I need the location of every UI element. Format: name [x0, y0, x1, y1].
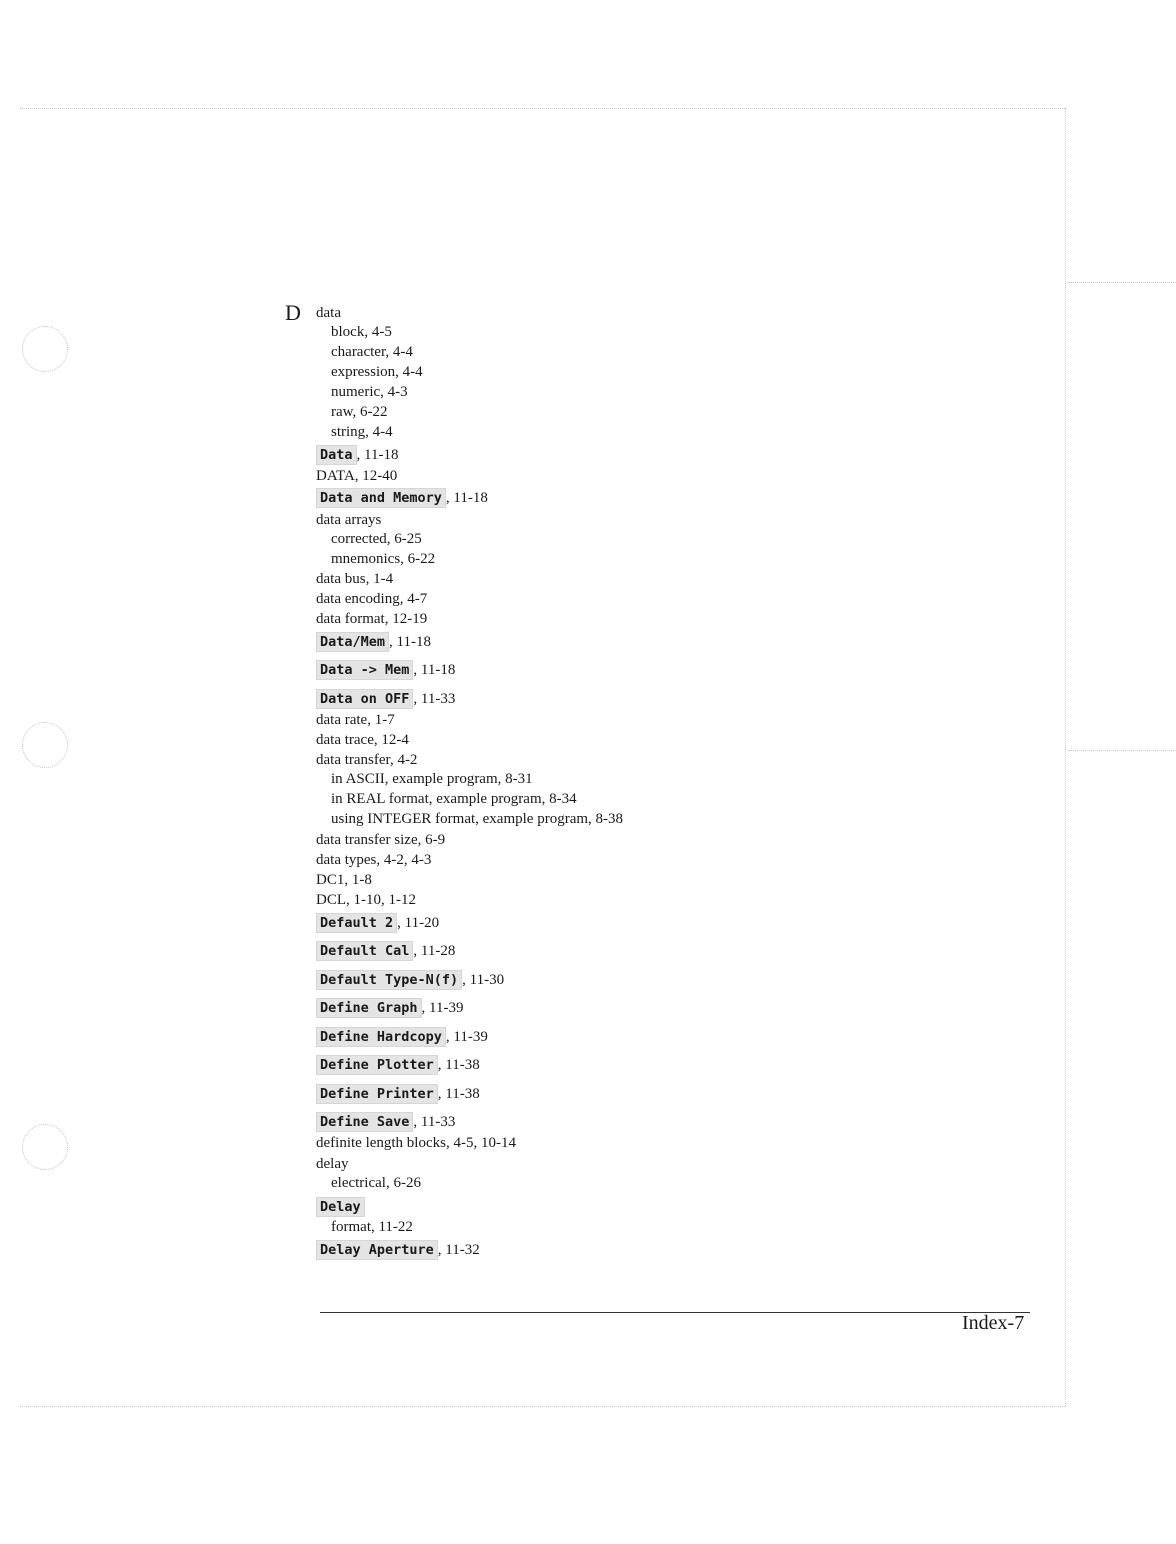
softkey-label: Define Hardcopy	[316, 1027, 446, 1047]
entry-text: string, 4-4	[331, 424, 393, 440]
entry-text: data	[316, 305, 341, 321]
entry-text: DC1, 1-8	[316, 872, 372, 888]
entry-text: , 11-20	[397, 915, 440, 931]
index-subentry	[331, 323, 392, 341]
softkey-label: Define Save	[316, 1112, 413, 1132]
index-entry	[316, 1056, 480, 1074]
entry-text: block, 4-5	[331, 324, 392, 340]
index-entry	[316, 633, 431, 651]
entry-text: , 11-30	[462, 972, 505, 988]
index-entry	[316, 1241, 480, 1259]
index-entry	[316, 511, 381, 529]
index-entry	[316, 891, 416, 909]
entry-text: DCL, 1-10, 1-12	[316, 892, 416, 908]
softkey-label: Data on OFF	[316, 689, 413, 709]
entry-text: in REAL format, example program, 8-34	[331, 791, 577, 807]
index-entry	[316, 304, 341, 322]
entry-text: data transfer size, 6-9	[316, 832, 446, 848]
index-entry	[316, 942, 455, 960]
index-entry	[316, 1155, 348, 1173]
index-entry	[316, 1134, 516, 1152]
index-entry	[316, 1028, 488, 1046]
tab-divider-bottom	[1068, 750, 1176, 751]
page-number: Index-7	[962, 1312, 1025, 1334]
index-entry	[316, 711, 395, 729]
entry-text: format, 11-22	[331, 1219, 413, 1235]
index-subentry	[331, 810, 623, 828]
index-entry	[316, 570, 393, 588]
entry-text: data format, 12-19	[316, 611, 428, 627]
page-bottom-edge	[20, 1406, 1065, 1407]
entry-text: data rate, 1-7	[316, 712, 395, 728]
index-entry	[316, 1113, 455, 1131]
page-top-edge	[20, 108, 1065, 109]
softkey-label: Define Plotter	[316, 1055, 438, 1075]
entry-text: data trace, 12-4	[316, 732, 409, 748]
entry-text: , 11-38	[437, 1057, 480, 1073]
index-entry	[316, 467, 397, 485]
entry-text: data encoding, 4-7	[316, 591, 428, 607]
index-entry	[316, 831, 445, 849]
softkey-label: Data -> Mem	[316, 660, 413, 680]
index-subentry	[331, 1218, 413, 1236]
tab-divider-top	[1068, 282, 1176, 283]
binder-hole-bottom	[22, 1124, 68, 1170]
entry-text: , 11-39	[445, 1029, 488, 1045]
binder-hole-top	[22, 326, 68, 372]
entry-text: delay	[316, 1156, 349, 1172]
index-entry	[316, 851, 431, 869]
entry-text: in ASCII, example program, 8-31	[331, 771, 533, 787]
index-entry	[316, 1085, 480, 1103]
entry-text: raw, 6-22	[331, 404, 388, 420]
entry-text: electrical, 6-26	[331, 1175, 421, 1191]
binder-hole-middle	[22, 722, 68, 768]
index-entry	[316, 1198, 365, 1216]
softkey-label: Data and Memory	[316, 488, 446, 508]
entry-text: data arrays	[316, 512, 382, 528]
entry-text: numeric, 4-3	[331, 384, 408, 400]
softkey-label: Default Type-N(f)	[316, 970, 462, 990]
entry-text: , 11-32	[437, 1242, 480, 1258]
index-subentry	[331, 770, 533, 788]
index-entry	[316, 590, 427, 608]
entry-text: corrected, 6-25	[331, 531, 422, 547]
entry-text: , 11-18	[356, 447, 399, 463]
softkey-label: Default 2	[316, 913, 397, 933]
entry-text: , 11-39	[421, 1000, 464, 1016]
entry-text: expression, 4-4	[331, 364, 423, 380]
softkey-label: Data/Mem	[316, 632, 389, 652]
entry-text: , 11-18	[389, 634, 431, 650]
index-subentry	[331, 343, 413, 361]
entry-text: data bus, 1-4	[316, 571, 394, 587]
entry-text: , 11-18	[445, 490, 488, 506]
index-entry	[316, 690, 455, 708]
index-subentry	[331, 1174, 421, 1192]
index-entry	[316, 610, 427, 628]
page-right-edge	[1065, 108, 1066, 1406]
entry-text: data types, 4-2, 4-3	[316, 852, 432, 868]
footer-rule	[320, 1312, 1030, 1313]
entry-text: data transfer, 4-2	[316, 752, 418, 768]
index-entry	[316, 661, 455, 679]
index-subentry	[331, 550, 435, 568]
index-entry	[316, 914, 439, 932]
index-subentry	[331, 403, 388, 421]
index-entry	[316, 751, 417, 769]
index-entry	[316, 446, 398, 464]
index-subentry	[331, 423, 393, 441]
index-subentry	[331, 530, 422, 548]
index-entry	[316, 731, 409, 749]
index-subentry	[331, 383, 408, 401]
entry-text: using INTEGER format, example program, 8-38	[331, 811, 624, 827]
index-entry	[316, 489, 488, 507]
softkey-label: Define Printer	[316, 1084, 438, 1104]
entry-text: character, 4-4	[331, 344, 413, 360]
entry-text: DATA, 12-40	[316, 468, 398, 484]
index-subentry	[331, 790, 577, 808]
softkey-label: Delay Aperture	[316, 1240, 438, 1260]
softkey-label: Delay	[316, 1197, 365, 1217]
index-entry	[316, 971, 504, 989]
entry-text: , 11-28	[413, 943, 456, 959]
entry-text: , 11-33	[413, 691, 456, 707]
entry-text: mnemonics, 6-22	[331, 551, 436, 567]
softkey-label: Default Cal	[316, 941, 413, 961]
softkey-label: Data	[316, 445, 357, 465]
entry-text: , 11-18	[413, 662, 456, 678]
index-subentry	[331, 363, 423, 381]
index-entry	[316, 999, 464, 1017]
entry-text: definite length blocks, 4-5, 10-14	[316, 1135, 516, 1151]
entry-text: , 11-38	[437, 1086, 480, 1102]
index-entry	[316, 871, 372, 889]
softkey-label: Define Graph	[316, 998, 422, 1018]
section-letter: D	[285, 300, 301, 325]
entry-text: , 11-33	[413, 1114, 456, 1130]
